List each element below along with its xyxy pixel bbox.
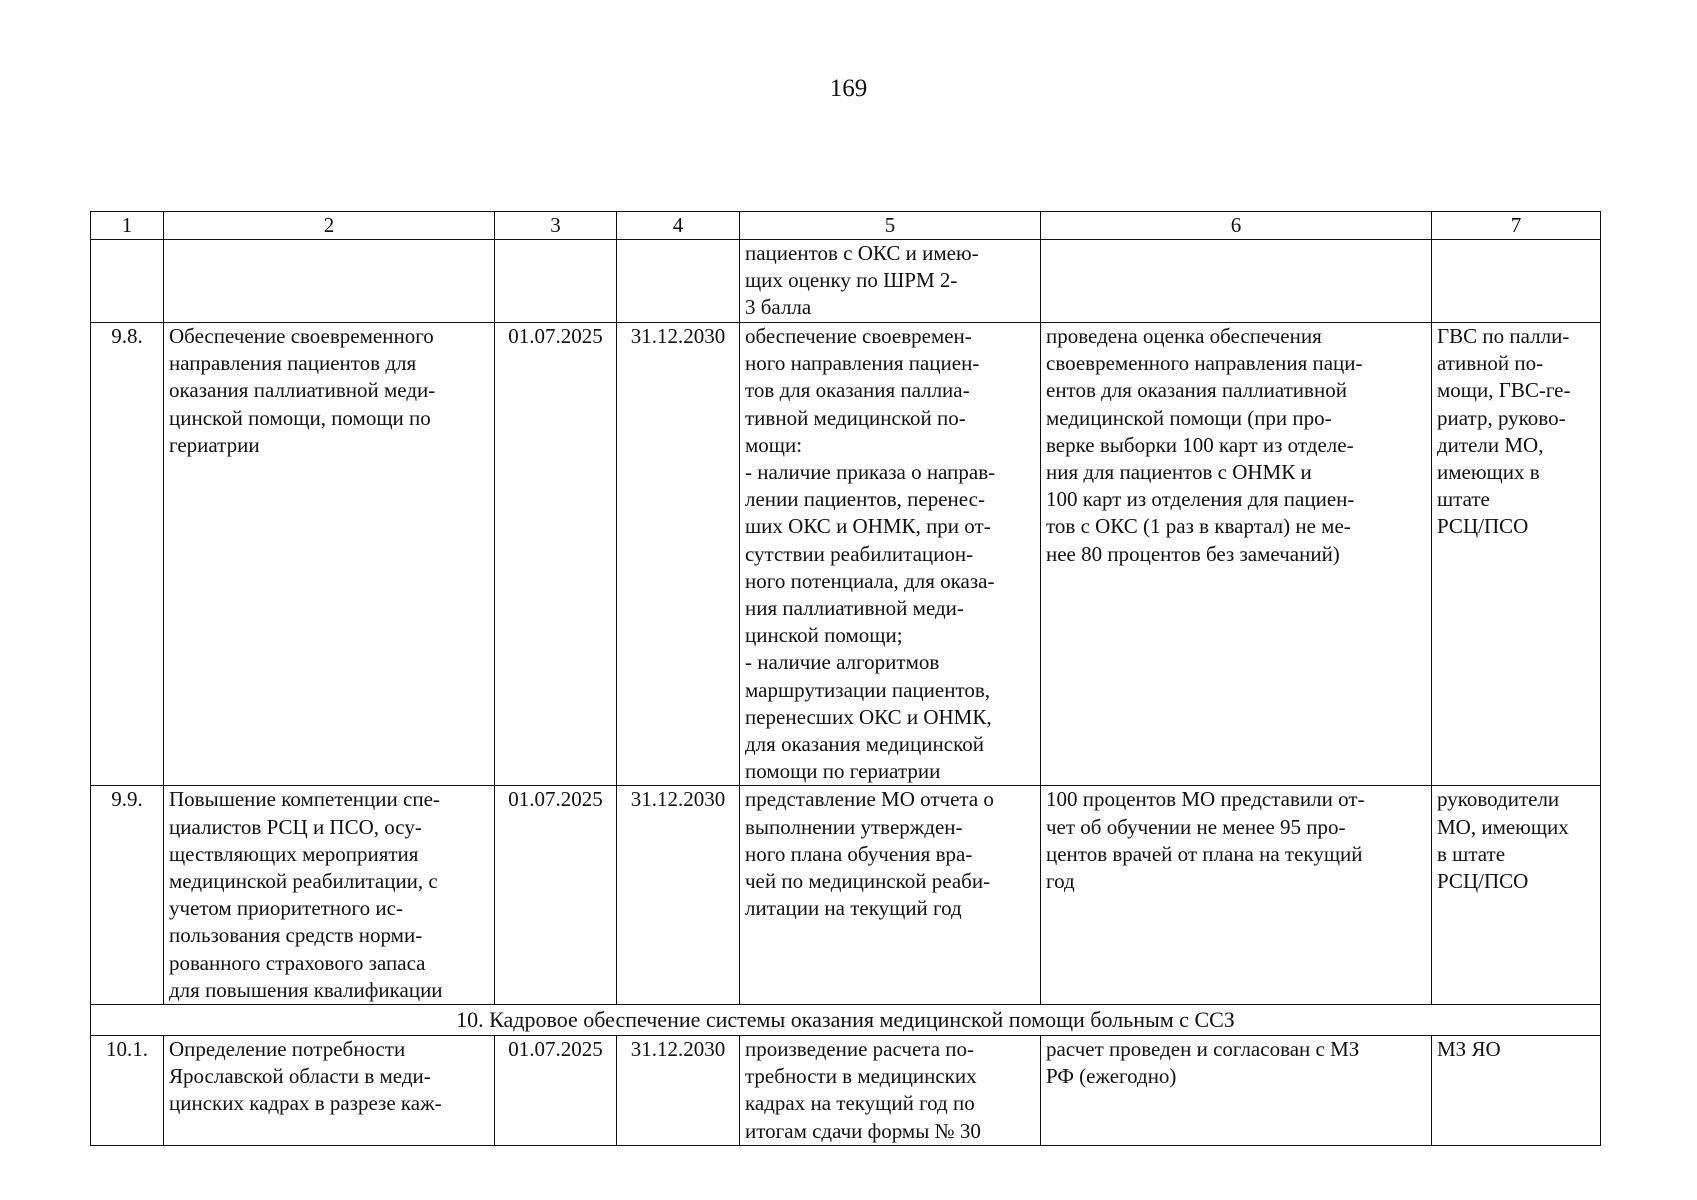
text-line: мощи, ГВС-ге- [1437,378,1571,403]
text-line: ного плана обучения вра- [745,841,973,866]
text-line: помощи по гериатрии [745,759,941,784]
text-line: 3 балла [745,295,812,320]
table-row [91,786,1601,1005]
measure-description [740,240,1041,323]
item-number: 9.8. [91,323,164,786]
page-number: 169 [829,75,868,102]
text-line: - наличие алгоритмов [745,650,940,675]
text-line: МЗ ЯО [1437,1037,1501,1062]
text-line: ществляющих мероприятия [169,841,419,866]
text-line: представление МО отчета о [745,787,994,812]
column-number-header: 7 [1432,212,1601,240]
end-date: 31.12.2030 [617,1036,740,1146]
table-row [91,323,1601,786]
item-number: 9.9. [91,786,164,1005]
text-line: пользования средств норми- [169,923,423,948]
end-date: 31.12.2030 [617,786,740,1005]
text-line: оказания паллиативной меди- [169,378,436,403]
text-line: сутствии реабилитацион- [745,541,974,566]
activity-name [164,323,495,786]
text-line: риатр, руково- [1437,405,1566,430]
activity-name [164,786,495,1005]
text-line: выполнении утвержден- [745,814,963,839]
column-number-header: 3 [495,212,617,240]
text-line: руководители [1437,787,1560,812]
text-line: цинской помощи, помощи по [169,405,431,430]
text-line: мощи: [745,432,803,457]
text-line: маршрутизации пациентов, [745,677,991,702]
text-line: произведение расчета по- [745,1037,975,1062]
measure-description [740,1036,1041,1146]
expected-result [1041,323,1432,786]
column-number-header: 2 [164,212,495,240]
text-line: медицинской реабилитации, с [169,869,438,894]
text-line: чет об обучении не менее 95 про- [1046,814,1346,839]
start-date: 01.07.2025 [495,1036,617,1146]
text-line: РСЦ/ПСО [1437,869,1529,894]
text-line: обеспечение своевремен- [745,324,972,348]
text-line: Повышение компетенции спе- [169,787,440,812]
text-line: ГВС по палли- [1437,324,1570,348]
text-line: ного потенциала, для оказа- [745,568,995,593]
text-line: щих оценку по ШРМ 2- [745,268,958,293]
text-line: 100 процентов МО представили от- [1046,787,1365,812]
activity-name [164,240,495,323]
text-line: Определение потребности [169,1037,406,1062]
text-line: Обеспечение своевременного [169,324,434,348]
text-line: ативной по- [1437,351,1544,376]
plan-table [90,211,1601,1146]
end-date [617,240,740,323]
text-line: направления пациентов для [169,351,417,376]
expected-result [1041,1036,1432,1146]
text-line: гериатрии [169,432,260,457]
text-line: тов для оказания паллиа- [745,378,970,403]
column-number-header: 6 [1041,212,1432,240]
text-line: учетом приоритетного ис- [169,896,403,921]
end-date: 31.12.2030 [617,323,740,786]
start-date: 01.07.2025 [495,323,617,786]
text-line: перенесших ОКС и ОНМК, [745,704,992,729]
text-line: чей по медицинской реаби- [745,869,991,894]
text-line: верке выборки 100 карт из отделе- [1046,432,1354,457]
section-heading-row [91,1005,1601,1036]
text-line: кадрах на текущий год по [745,1091,975,1116]
text-line: ния для пациентов с ОНМК и [1046,460,1312,485]
text-line: лении пациентов, перенес- [745,487,985,512]
measure-description [740,323,1041,786]
text-line: проведена оценка обеспечения [1046,324,1322,348]
text-line: пациентов с ОКС и имею- [745,241,979,265]
text-line: итогам сдачи формы № 30 [745,1118,981,1143]
text-line: медицинской помощи (при про- [1046,405,1332,430]
responsible-party [1432,240,1601,323]
responsible-party [1432,786,1601,1005]
responsible-party [1432,1036,1601,1146]
text-line: своевременного направления паци- [1046,351,1363,376]
column-number-header: 1 [91,212,164,240]
text-line: цинских кадрах в разрезе каж- [169,1091,442,1116]
text-line: дители МО, [1437,432,1544,457]
text-line: цинской помощи; [745,623,903,648]
expected-result [1041,240,1432,323]
text-line: РФ (ежегодно) [1046,1064,1177,1089]
text-line: требности в медицинских [745,1064,977,1089]
text-line: центов врачей от плана на текущий [1046,841,1363,866]
column-number-row [91,212,1601,240]
start-date [495,240,617,323]
text-line: для оказания медицинской [745,732,984,757]
start-date: 01.07.2025 [495,786,617,1005]
text-line: ного направления пациен- [745,351,980,376]
section-title: 10. Кадровое обеспечение системы оказания медицинской помощи больным с ССЗ [91,1005,1601,1036]
responsible-party [1432,323,1601,786]
item-number: 10.1. [91,1036,164,1146]
text-line: РСЦ/ПСО [1437,514,1529,539]
text-line: расчет проведен и согласован с МЗ [1046,1037,1360,1062]
text-line: ния паллиативной меди- [745,596,964,621]
expected-result [1041,786,1432,1005]
text-line: для повышения квалификации [169,977,443,1002]
column-number-header: 5 [740,212,1041,240]
text-line: год [1046,869,1075,894]
table-row [91,1036,1601,1146]
text-line: Ярославской области в меди- [169,1064,431,1089]
measure-description [740,786,1041,1005]
text-line: ентов для оказания паллиативной [1046,378,1347,403]
activity-name [164,1036,495,1146]
text-line: МО, имеющих [1437,814,1569,839]
text-line: штате [1437,487,1490,512]
text-line: тивной медицинской по- [745,405,966,430]
text-line: литации на текущий год [745,896,962,921]
text-line: - наличие приказа о направ- [745,460,996,485]
text-line: 100 карт из отделения для пациен- [1046,487,1355,512]
text-line: имеющих в [1437,460,1540,485]
text-line: нее 80 процентов без замечаний) [1046,541,1340,566]
text-line: ших ОКС и ОНМК, при от- [745,514,991,539]
column-number-header: 4 [617,212,740,240]
text-line: циалистов РСЦ и ПСО, осу- [169,814,422,839]
table-row [91,240,1601,323]
item-number [91,240,164,323]
text-line: рованного страхового запаса [169,950,426,975]
text-line: тов с ОКС (1 раз в квартал) не ме- [1046,514,1351,539]
text-line: в штате [1437,841,1506,866]
